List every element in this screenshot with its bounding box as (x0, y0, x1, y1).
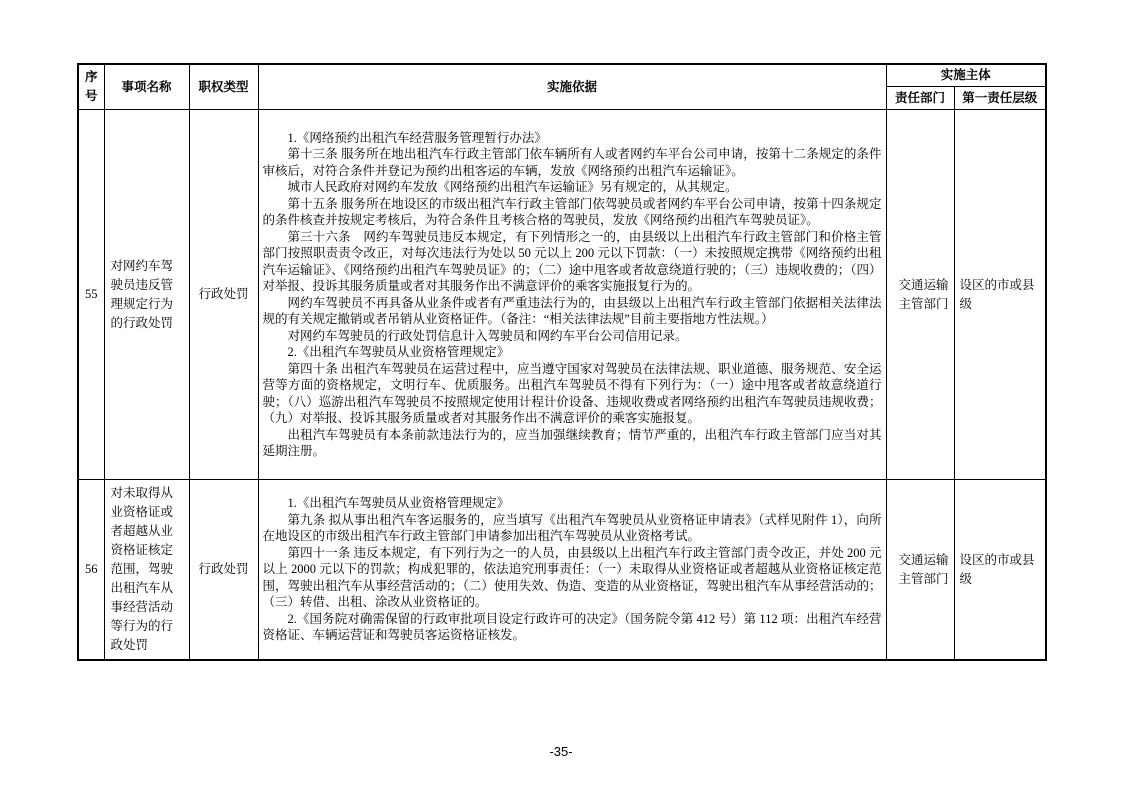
implementation-basis-cell (258, 480, 886, 661)
page-number: -35- (549, 744, 573, 759)
basis-paragraph: 第四十条 出租汽车驾驶员在运营过程中，应当遵守国家对驾驶员在法律法规、职业道德、服务规范、安全运营等方面的资格规定，文明行车、优质服务。出租汽车驾驶员不得有下列行为：（一）途中甩客或者故意绕道行驶；（八）巡游出租汽车驾驶员不按照规定使用计程计价设备、违规收费或者网络预约出租汽车驾驶员违规收费；（九）对举报、投诉其服务质量或者对其服务作出不满意评价的乘客实施报复。 (262, 361, 882, 425)
implementation-basis-cell (258, 110, 886, 480)
table-row (78, 110, 1046, 480)
basis-paragraph: 第十三条 服务所在地出租汽车行政主管部门依车辆所有人或者网约车平台公司申请，按第十二条规定的条件审核后，对符合条件并登记为预约出租客运的车辆，发放《网络预约出租汽车运输证》。 (262, 147, 882, 178)
basis-paragraph: 2.《国务院对确需保留的行政审批项目设定行政许可的决定》（国务院令第 412 号）第 112 项：出租汽车经营资格证、车辆运营证和驾驶员客运资格证核发。 (262, 611, 882, 643)
responsibility-level-cell: 设区的市或县级 (954, 110, 1046, 480)
header-serial-number: 序号 (78, 64, 104, 110)
authority-type-cell: 行政处罚 (189, 110, 258, 480)
serial-number-cell: 56 (78, 480, 104, 661)
responsible-department-cell: 交通运输主管部门 (886, 480, 954, 661)
header-implementation-basis: 实施依据 (258, 64, 886, 110)
item-name-cell: 对网约车驾驶员违反管理规定行为的行政处罚 (104, 110, 189, 480)
header-item-name: 事项名称 (104, 64, 189, 110)
basis-paragraph: 城市人民政府对网约车发放《网络预约出租汽车运输证》另有规定的，从其规定。 (287, 180, 738, 194)
authority-items-table (77, 63, 1047, 661)
responsibility-level-cell: 设区的市或县级 (954, 480, 1046, 661)
header-first-responsibility-level: 第一责任层级 (954, 87, 1046, 110)
basis-paragraph: 2.《出租汽车驾驶员从业资格管理规定》 (287, 345, 510, 359)
basis-paragraph: 第九条 拟从事出租汽车客运服务的，应当填写《出租汽车驾驶员从业资格证申请表》（式样见附件 1），向所在地设区的市级出租汽车行政主管部门申请参加出租汽车驾驶员从业资格考试。 (262, 512, 882, 544)
header-authority-type: 职权类型 (189, 64, 258, 110)
item-name-cell: 对未取得从业资格证或者超越从业资格证核定范围，驾驶出租汽车从事经营活动等行为的行政处罚 (104, 480, 189, 661)
table-body (78, 110, 1046, 661)
header-implementation-subject: 实施主体 (886, 64, 1046, 87)
basis-paragraph: 第四十一条 违反本规定，有下列行为之一的人员，由县级以上出租汽车行政主管部门责令改正，并处 200 元以上 2000 元以下的罚款；构成犯罪的，依法追究刑事责任：（一）未取得从业资格证或者超越从业资格证核定范围，驾驶出租汽车从事经营活动的；（二）使用失效、伪造、变造的从业资格证，驾驶出租汽车从事经营活动的；（三）转借、出租、涂改从业资格证的。 (262, 545, 882, 610)
basis-paragraph: 第十五条 服务所在地设区的市级出租汽车行政主管部门依驾驶员或者网约车平台公司申请，按第十四条规定的条件核查并按规定考核后，为符合条件且考核合格的驾驶员，发放《网络预约出租汽车驾驶员证》。 (262, 196, 882, 227)
basis-paragraph: 对网约车驾驶员的行政处罚信息计入驾驶员和网约车平台公司信用记录。 (287, 328, 688, 343)
table-header (78, 64, 1046, 110)
basis-paragraph: 1.《出租汽车驾驶员从业资格管理规定》 (287, 496, 510, 511)
basis-paragraph: 第三十六条 网约车驾驶员违反本规定，有下列情形之一的，由县级以上出租汽车行政主管部门和价格主管部门按照职责责令改正，对每次违法行为处以 50 元以上 200 元以下罚款：（一）未按照规定携带《网络预约出租汽车运输证》、《网络预约出租汽车驾驶员证》的；（二）途中甩客或者故意绕道行驶的；（三）违规收费的；（四）对举报、投诉其服务质量或者对其服务作出不满意评价的乘客实施报复行为的。 (262, 229, 882, 293)
basis-paragraph: 1.《网络预约出租汽车经营服务管理暂行办法》 (287, 130, 547, 145)
basis-paragraph: 出租汽车驾驶员有本条前款违法行为的，应当加强继续教育；情节严重的，出租汽车行政主管部门应当对其延期注册。 (262, 427, 882, 458)
table-row (78, 480, 1046, 661)
basis-paragraph: 网约车驾驶员不再具备从业条件或者有严重违法行为的，由县级以上出租汽车行政主管部门依据相关法律法规的有关规定撤销或者吊销从业资格证件。（备注：“相关法律法规”目前主要指地方性法规。） (262, 295, 882, 326)
responsible-department-cell: 交通运输主管部门 (886, 110, 954, 480)
serial-number-cell: 55 (78, 110, 104, 480)
authority-type-cell: 行政处罚 (189, 480, 258, 661)
header-responsible-department: 责任部门 (886, 87, 954, 110)
